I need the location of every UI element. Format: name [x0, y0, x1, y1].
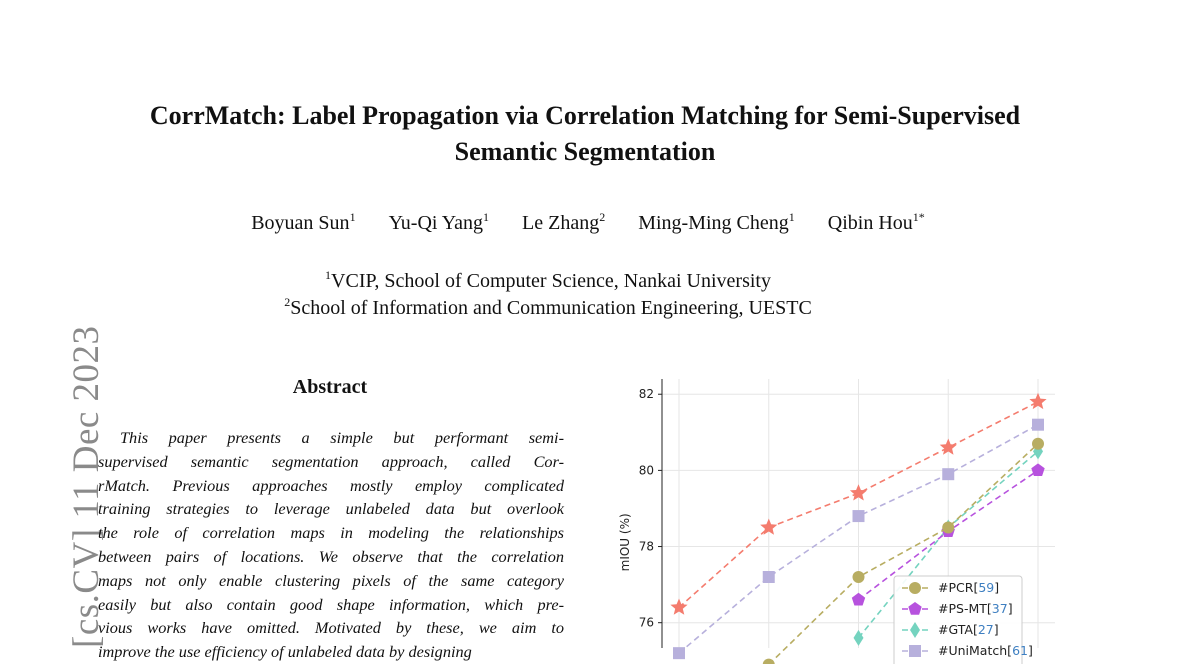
- y-tick-label: 82: [638, 387, 654, 402]
- abstract-heading: Abstract: [292, 376, 368, 398]
- abstract-line: improve the use efficiency of unlabeled data by designing: [98, 642, 472, 662]
- affiliation: $^1$VCIP, School of Computer Science, Nankai University: [325, 268, 771, 292]
- y-tick-label: 80: [638, 463, 654, 478]
- legend-label-gta: [938, 622, 999, 637]
- data-point-unimatch: [673, 647, 685, 659]
- data-point-ps-mt: [852, 593, 865, 606]
- data-point-pcr: [942, 522, 954, 534]
- data-point-unimatch: [942, 468, 954, 480]
- author-list: [0, 212, 1176, 235]
- legend-bracket: [: [973, 580, 979, 595]
- miou-line-chart: [610, 376, 1070, 658]
- legend-marker-unimatch: [909, 645, 921, 657]
- abstract-line: supervised semantic segmentation approach, called Cor-: [98, 451, 564, 471]
- legend-label-unimatch: [938, 643, 1033, 658]
- data-point-unimatch: [763, 571, 775, 583]
- legend-bracket: [: [1007, 643, 1013, 658]
- author: Ming-Ming Cheng$^1$: [638, 210, 795, 234]
- legend-name: #GTA: [938, 622, 973, 637]
- legend-citation[interactable]: 37: [991, 601, 1008, 616]
- legend-marker-pcr: [909, 582, 921, 594]
- author: Boyuan Sun$^1$: [251, 210, 356, 234]
- abstract-line: easily but also contain good shape information, which pre-: [98, 594, 564, 614]
- legend-name: #UniMatch: [938, 643, 1008, 658]
- arxiv-identifier-text: [cs.CV] 11 Dec 2023: [66, 325, 107, 648]
- author: Qibin Hou$^{1*}$: [827, 210, 925, 234]
- abstract-line: rMatch. Previous approaches mostly employ complicated: [98, 475, 564, 495]
- chart-legend: [894, 576, 1033, 664]
- data-point-gta: [854, 630, 864, 646]
- data-point-pcr: [1032, 438, 1044, 450]
- abstract-body: [98, 426, 564, 664]
- legend-bracket: [: [986, 601, 992, 616]
- paper-title-line-2: Semantic Segmentation: [454, 137, 716, 166]
- legend-name: #PCR: [938, 580, 974, 595]
- data-point-pcr: [853, 571, 865, 583]
- legend-citation[interactable]: 27: [977, 622, 994, 637]
- y-tick-label: 76: [638, 615, 654, 630]
- paper-title-line-1: CorrMatch: Label Propagation via Correlation Matching for Semi-Supervised: [149, 101, 1021, 130]
- author: Yu-Qi Yang$^1$: [388, 210, 490, 234]
- legend-citation[interactable]: 59: [978, 580, 995, 595]
- data-point-unimatch: [853, 510, 865, 522]
- legend-label-ps-mt: [938, 601, 1013, 616]
- affiliation: $^2$School of Information and Communication Engineering, UESTC: [284, 295, 812, 319]
- legend-bracket: ]: [1027, 643, 1033, 658]
- abstract-line: maps not only enable clustering pixels of the same category: [98, 570, 564, 590]
- y-axis-label: mIOU (%): [618, 513, 632, 572]
- data-point-pcr: [763, 659, 775, 664]
- legend-label-pcr: [938, 580, 999, 595]
- author: Le Zhang$^2$: [522, 210, 606, 234]
- legend-bracket: [: [972, 622, 978, 637]
- data-point-unimatch: [1032, 419, 1044, 431]
- abstract-line: vious works have omitted. Motivated by these, we aim to: [98, 618, 564, 638]
- abstract-line: the role of correlation maps in modeling the relationships: [98, 523, 564, 543]
- legend-bracket: ]: [1007, 601, 1013, 616]
- abstract-line: This paper presents a simple but performant semi-: [120, 428, 564, 447]
- abstract-line: between pairs of locations. We observe that the correlation: [98, 546, 564, 566]
- abstract-line: training strategies to leverage unlabeled data but overlook: [98, 499, 564, 519]
- paper-title: [0, 98, 1170, 170]
- affiliations: [0, 268, 1096, 322]
- legend-bracket: ]: [994, 580, 1000, 595]
- arxiv-identifier: [30, 305, 107, 648]
- y-tick-label: 78: [638, 539, 654, 554]
- data-point-ps-mt: [1031, 463, 1044, 476]
- legend-citation[interactable]: 61: [1012, 643, 1028, 658]
- legend-name: #PS-MT: [938, 601, 987, 616]
- legend-bracket: ]: [993, 622, 999, 637]
